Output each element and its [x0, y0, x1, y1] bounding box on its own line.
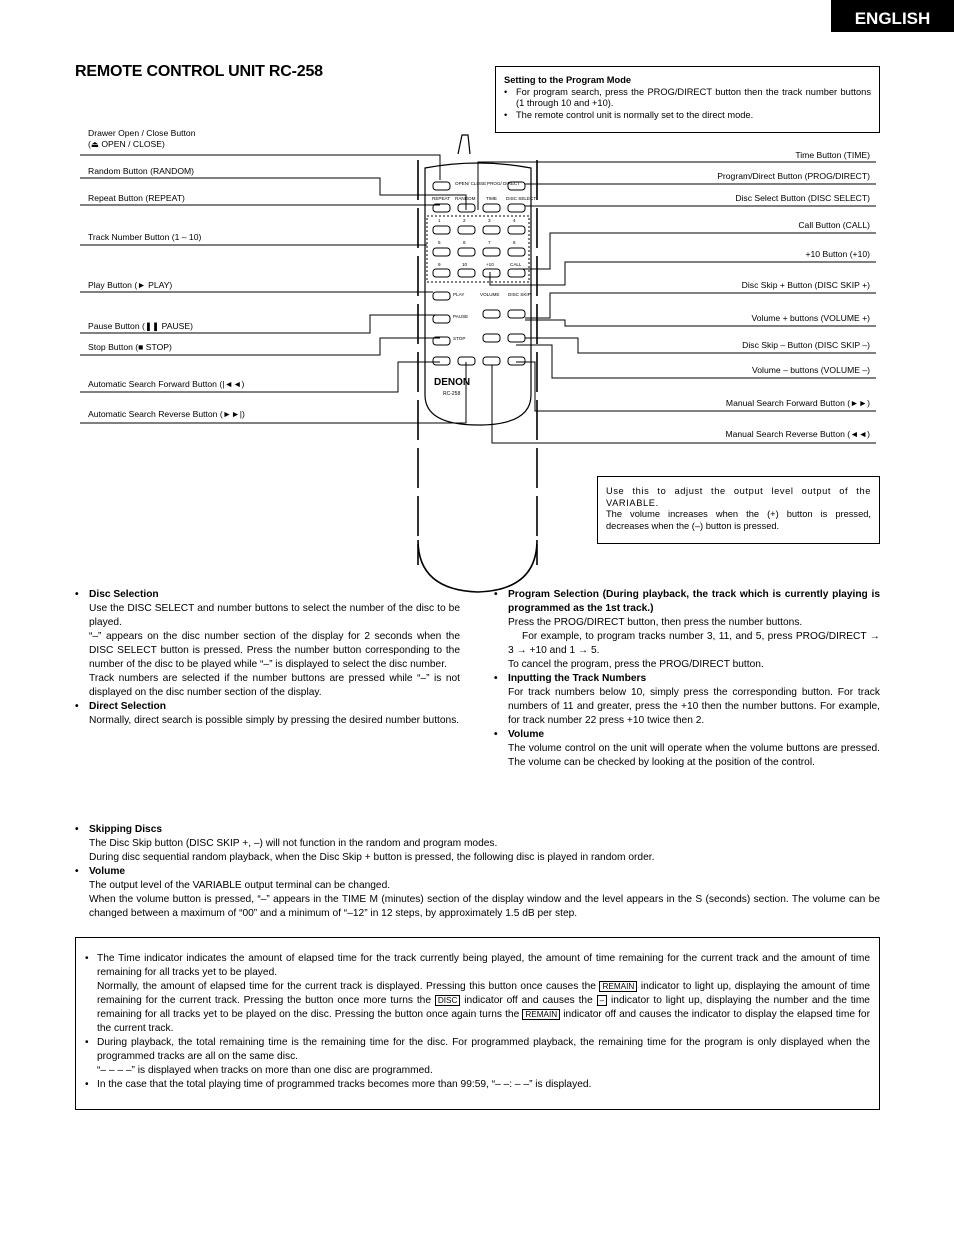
label-stop-button: Stop Button (■ STOP): [88, 342, 172, 352]
disc-selection-p2: “–” appears on the disc number section of the display for 2 seconds when the DISC SELECT button is pressed. Press the number button corresponding to the number of the disc to be played while “–” is displayed to select the disc number.: [89, 631, 460, 670]
time-note-item: [85, 1036, 870, 1078]
time-note-text: “– – – –” is displayed when tracks on more than one disc are programmed.: [97, 1065, 433, 1076]
label-drawer-open-close-symbol: (⏏ OPEN / CLOSE): [88, 139, 165, 149]
disc-selection-heading: • Disc Selection: [75, 588, 460, 602]
key-label: PAUSE: [453, 314, 469, 319]
time-note-text: In the case that the total playing time of programmed tracks becomes more than 99:59, “– –: – –” is displayed.: [97, 1079, 592, 1090]
key-label: +10: [486, 262, 494, 267]
program-selection-heading: • Program Selection (During playback, the track which is currently playing is programmed as the 1st track.): [494, 588, 880, 616]
label-play-button: Play Button (► PLAY): [88, 280, 173, 290]
volume-info-line1: Use this to adjust the output level output of the VARIABLE.: [606, 486, 871, 508]
time-note-text: indicator off and causes the: [464, 995, 593, 1006]
key-label: 6: [463, 240, 466, 245]
direct-selection-p: Normally, direct search is possible simply by pressing the desired number buttons.: [89, 715, 460, 726]
volume-info-line2: The volume increases when the (+) button is pressed, decreases when the (–) button is pressed.: [606, 509, 871, 531]
lower-volume-heading: • Volume: [75, 865, 880, 879]
key-label: OPEN/ CLOSE: [455, 181, 487, 186]
direct-selection-heading: • Direct Selection: [75, 700, 460, 714]
label-auto-search-reverse: Automatic Search Reverse Button (►►|): [88, 409, 245, 419]
key-label: REPEAT: [432, 196, 451, 201]
label-disc-skip-plus: Disc Skip + Button (DISC SKIP +): [741, 280, 870, 290]
disc-indicator: DISC: [435, 995, 461, 1006]
key-label: DISC SKIP: [508, 292, 531, 297]
label-manual-search-forward: Manual Search Forward Button (►►): [725, 398, 870, 408]
lower-volume-p1: The output level of the VARIABLE output terminal can be changed.: [89, 880, 391, 891]
input-track-p: For track numbers below 10, simply press the corresponding button. For track numbers of 11 and greater, press the +10 then the number buttons. For example, for track number 22 press +10 twice then 2.: [508, 687, 880, 726]
key-label: 1: [438, 218, 441, 223]
label-volume-minus: Volume – buttons (VOLUME –): [752, 365, 870, 375]
key-label: 2: [463, 218, 466, 223]
time-note-text: indicator off and causes the indicator to display the elapsed time for the current track.: [97, 1009, 870, 1034]
language-tab: ENGLISH: [831, 0, 954, 32]
input-track-heading: • Inputting the Track Numbers: [494, 672, 880, 686]
time-note-item: [85, 1078, 870, 1092]
program-mode-item: • For program search, press the PROG/DIRECT button then the track number buttons (1 through 10 and +10).: [504, 87, 871, 110]
right-column: [494, 588, 880, 770]
key-label: PLAY: [453, 292, 465, 297]
label-manual-search-reverse: Manual Search Reverse Button (◄◄): [725, 429, 870, 439]
label-volume-plus: Volume + buttons (VOLUME +): [751, 313, 870, 323]
skipping-discs-heading: • Skipping Discs: [75, 823, 880, 837]
key-label: RANDOM: [455, 196, 476, 201]
key-label: 3: [488, 218, 491, 223]
time-note-text: During playback, the total remaining time is the remaining time for the disc. For programmed playback, the remaining time for the program is only displayed when the programmed tracks are all on the same disc.: [97, 1037, 870, 1062]
key-label: DISC SELECT: [506, 196, 537, 201]
time-note-text: The Time indicator indicates the amount of elapsed time for the track currently being played, the amount of time remaining for the current track and the amount of time remaining for all tracks yet to be played.: [97, 953, 870, 978]
left-column: [75, 588, 460, 728]
label-prog-direct-button: Program/Direct Button (PROG/DIRECT): [717, 171, 870, 181]
label-plus10-button: +10 Button (+10): [805, 249, 870, 259]
key-label: CALL: [510, 262, 522, 267]
program-selection-p3: To cancel the program, press the PROG/DIRECT button.: [508, 659, 764, 670]
label-drawer-open-close: Drawer Open / Close Button: [88, 128, 196, 138]
volume-info-box: [597, 476, 880, 544]
key-label: 9: [438, 262, 441, 267]
label-pause-button: Pause Button (❚❚ PAUSE): [88, 321, 193, 331]
key-label: VOLUME: [480, 292, 500, 297]
lower-volume-p2: When the volume button is pressed, “–” appears in the TIME M (minutes) section of the display window and the level appears in the S (seconds) section. The volume can be changed between a maximum of “00” and a minimum of “–12” in 12 steps, by approximately 1.5 dB per step.: [89, 894, 880, 919]
volume-p: The volume control on the unit will operate when the volume buttons are pressed. The volume can be checked by looking at the position of the control.: [508, 743, 880, 768]
key-label: 5: [438, 240, 441, 245]
label-call-button: Call Button (CALL): [798, 220, 870, 230]
page-title: REMOTE CONTROL UNIT RC-258: [75, 63, 323, 80]
remain-indicator: REMAIN: [522, 1009, 560, 1020]
volume-heading: • Volume: [494, 728, 880, 742]
key-label: 8: [513, 240, 516, 245]
label-random-button: Random Button (RANDOM): [88, 166, 195, 176]
label-time-button: Time Button (TIME): [795, 150, 870, 160]
dash-indicator: –: [597, 995, 608, 1006]
key-label: STOP: [453, 336, 466, 341]
label-disc-skip-minus: Disc Skip – Button (DISC SKIP –): [742, 340, 870, 350]
label-auto-search-forward: Automatic Search Forward Button (|◄◄): [88, 379, 245, 389]
time-note-text: Normally, the amount of elapsed time for the current track is displayed. Pressing this button once causes the: [97, 981, 596, 992]
label-disc-select-button: Disc Select Button (DISC SELECT): [735, 193, 870, 203]
program-mode-item: • The remote control unit is normally set to the direct mode.: [504, 110, 871, 122]
remote-model: RC-258: [443, 391, 461, 397]
program-mode-heading: Setting to the Program Mode: [504, 75, 632, 85]
program-selection-p2: For example, to program tracks number 3, 11, and 5, press PROG/DIRECT → 3 → +10 and 1 → 5.: [508, 631, 880, 656]
time-note-item: [85, 952, 870, 1036]
key-label: 10: [462, 262, 468, 267]
label-track-number-button: Track Number Button (1 – 10): [88, 232, 202, 242]
key-label: 4: [513, 218, 516, 223]
key-label: 7: [488, 240, 491, 245]
skipping-discs-p2: During disc sequential random playback, when the Disc Skip + button is pressed, the following disc is played in random order.: [89, 852, 655, 863]
remain-indicator: REMAIN: [599, 981, 637, 992]
time-note-text: indicator to light up, displaying the number and the time remaining for all tracks yet to be played on the disc. Pressing the button once again turns the: [97, 995, 870, 1020]
skipping-discs-p1: The Disc Skip button (DISC SKIP +, –) will not function in the random and program modes.: [89, 838, 498, 849]
disc-selection-p3: Track numbers are selected if the number buttons are pressed while “–” is not displayed on the disc number section of the display.: [89, 673, 460, 698]
key-label: PROG/ DIRECT: [487, 181, 521, 186]
disc-selection-p1: Use the DISC SELECT and number buttons to select the number of the disc to be played.: [89, 603, 460, 628]
label-repeat-button: Repeat Button (REPEAT): [88, 193, 185, 203]
program-selection-p1: Press the PROG/DIRECT button, then press the number buttons.: [508, 617, 803, 628]
key-label: TIME: [486, 196, 497, 201]
time-note-box: [75, 937, 880, 1110]
lower-section: [75, 823, 880, 921]
time-note-text: indicator to light up, displaying the amount of time remaining for the current track. Pressing the button once more turns the: [97, 981, 870, 1006]
remote-brand: DENON: [434, 377, 471, 388]
